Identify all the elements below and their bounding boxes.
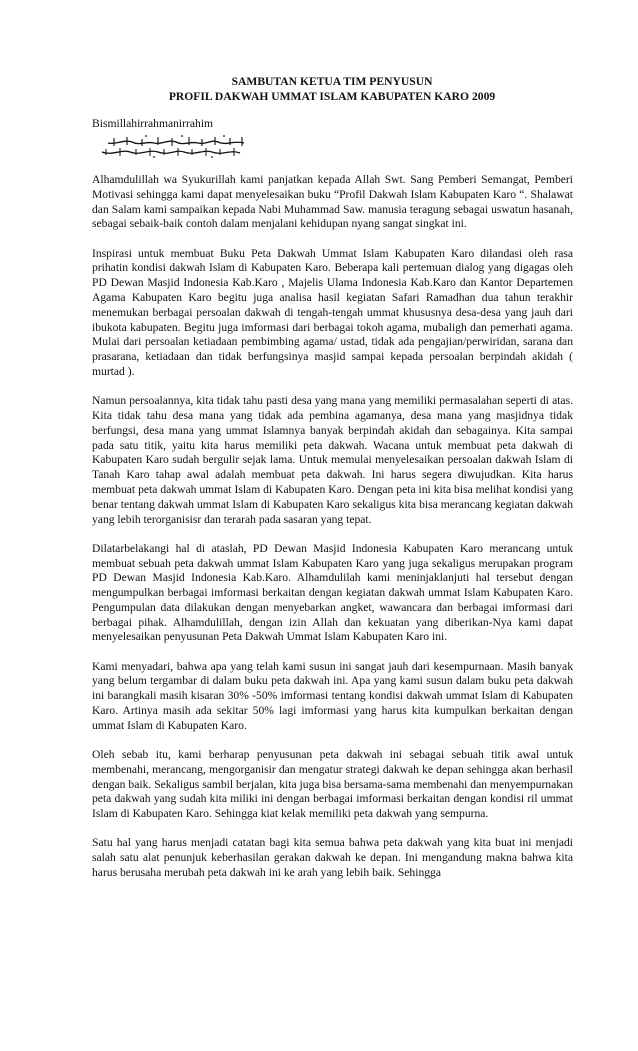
arabic-salam-calligraphy bbox=[94, 134, 249, 158]
paragraph-3: Namun persoalannya, kita tidak tahu pasti desa yang mana yang memiliki permasalahan seperti di atas. Kita tidak tahu desa mana yang tidak ada pembina agamanya, desa mana yang masjidnya tidak berfungsi, desa mana yang ummat Islamnya banyak berpindah akidah dan sebagainya. Kita sampai pada satu titik, yaitu kita harus memiliki peta dakwah. Wacana untuk membuat peta dakwah di Kabupaten Karo sudah bergulir sejak lama. Untuk memulai menyelesaikan persoalan dakwah Islam di Tanah Karo tahap awal adalah membuat peta dakwah. Ini harus segera diwujudkan. Kita harus membuat peta dakwah ummat Islam di Kabupaten Karo. Dengan peta ini kita bisa melihat kondisi yang benar tentang dakwah ummat Islam di Kabupaten Karo sekaligus kita bisa merancang kegiatan dakwah yang lebih terorganisisr dan terarah pada sasaran yang tepat. bbox=[92, 394, 573, 526]
paragraph-7: Satu hal yang harus menjadi catatan bagi kita semua bahwa peta dakwah yang kita buat ini menjadi salah satu alat penunjuk keberhasilan gerakan dakwah ke depan. Ini mengandung makna bahwa kita harus berusaha merubah peta dakwah ini ke arah yang lebih baik. Sehingga bbox=[92, 836, 573, 880]
bismillah-greeting: Bismillahirrahmanirrahim bbox=[92, 117, 214, 130]
paragraph-5: Kami menyadari, bahwa apa yang telah kami susun ini sangat jauh dari kesempurnaan. Masih banyak yang belum tergambar di dalam buku peta dakwah ini. Apa yang kami susun dalam buku peta dakwah ini barangkali masih kisaran 30% -50% imformasi tentang kondisi dakwah ummat Islam di Kabupaten Karo. Artinya masih ada sekitar 50% lagi imformasi yang harus kita kumpulkan berkaitan dengan ummat Islam di Kabupaten Karo. bbox=[92, 659, 573, 732]
paragraph-1: Alhamdulillah wa Syukurillah kami panjatkan kepada Allah Swt. Sang Pemberi Semangat, Pemberi Motivasi sehingga kami dapat menyelesaikan buku “Profil Dakwah Islam Kabupaten Karo “. Shalawat dan Salam kami sampaikan kepada Nabi Muhammad Saw. manusia teragung sebagai uswatun hasanah, sebagai sebaik-baik contoh dalam menjalani kehidupan nyang sangat singkat ini. bbox=[92, 173, 573, 231]
heading-line-1: SAMBUTAN KETUA TIM PENYUSUN bbox=[231, 75, 433, 88]
document-body bbox=[92, 173, 573, 895]
heading-line-2: PROFIL DAKWAH UMMAT ISLAM KABUPATEN KARO 2009 bbox=[168, 90, 496, 103]
paragraph-2: Inspirasi untuk membuat Buku Peta Dakwah Ummat Islam Kabupaten Karo dilandasi oleh rasa prihatin kondisi dakwah Islam di Kabupaten Karo. Beberapa kali pertemuan dialog yang digagas oleh PD Dewan Masjid Indonesia Kab.Karo , Majelis Ulama Indonesia Kab.Karo dan Kantor Departemen Agama Kabupaten Karo begitu juga analisa hasil kegiatan Safari Ramadhan dua tahun terakhir menemukan berbagai persoalan dakwah di tengah-tengah ummat khususnya desa-desa yang jauh dari ibukota kabupaten. Begitu juga imformasi dari berbagai tokoh agama, mubaligh dan pemerhati agama. Mulai dari persoalan ketiadaan pembimbing agama/ ustad, tidak ada pengajian/perwiridan, sarana dan prasarana, ketiadaan dan tidak berfungsinya masjid sampai kepada persoalan berpindah akidah ( murtad ). bbox=[92, 246, 573, 378]
paragraph-4: Dilatarbelakangi hal di ataslah, PD Dewan Masjid Indonesia Kabupaten Karo merancang untuk membuat sebuah peta dakwah ummat Islam Kabupaten Karo yang juga sekaligus merupakan program PD Dewan Masjid Indonesia Kab.Karo. Alhamdulilah kami meninjaklanjuti hal tersebut dengan mengumpulkan berbagai imformasi berkaitan dengan kegiatan dakwah ummat Islam Kabupaten Karo. Pengumpulan data dilakukan dengan menyebarkan angket, wawancara dan berbagai imformasi dari berbagai pihak. Alhamdulillah, dengan izin Allah dan kekuatan yang diberikan-Nya kami dapat menyelesaikan penyusunan Peta Dakwah Ummat Islam Kabupaten Karo ini. bbox=[92, 541, 573, 644]
paragraph-6: Oleh sebab itu, kami berharap penyusunan peta dakwah ini sebagai sebuah titik awal untuk membenahi, merancang, mengorganisir dan mengatur strategi dakwah ke depan sehingga akan berhasil dengan baik. Sekaligus sambil berjalan, kita juga bisa bersama-sama membenahi dan menyempurnakan peta dakwah yang sudah kita miliki ini dengan berbagai imformasi berkaitan dengan kondisi ril ummat Islam di Kabupaten Karo. Sehingga kiat kelak memiliki peta dakwah yang sempurna. bbox=[92, 748, 573, 821]
page-heading bbox=[92, 74, 572, 104]
